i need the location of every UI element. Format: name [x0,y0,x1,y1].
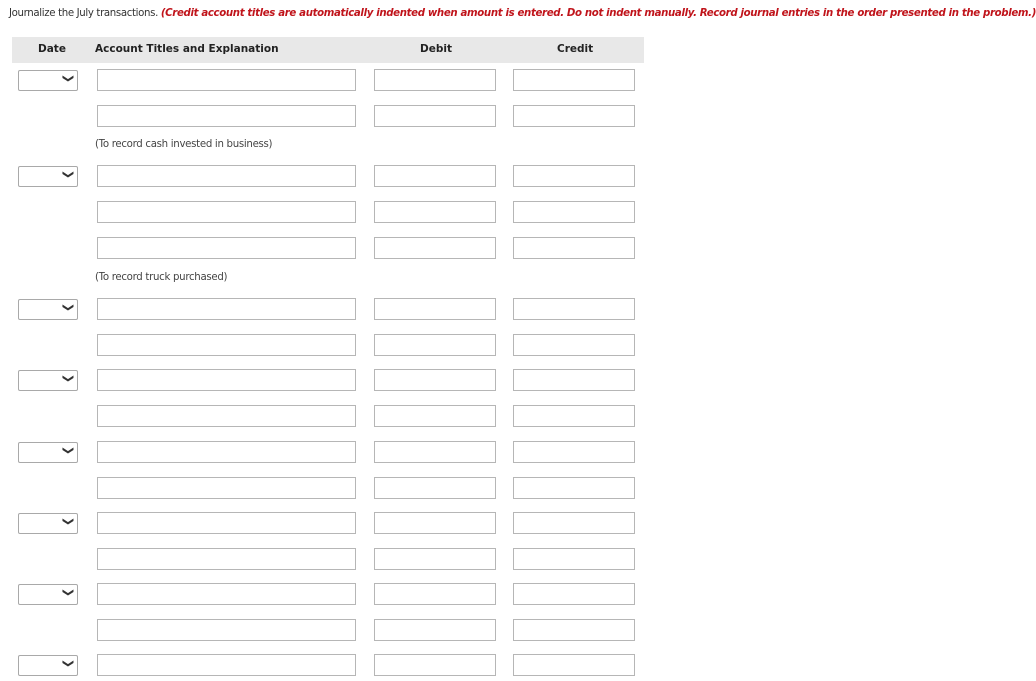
account-input[interactable] [97,298,356,320]
debit-input[interactable] [374,201,496,223]
debit-input[interactable] [374,298,496,320]
date-select[interactable] [18,70,78,91]
credit-input[interactable] [513,105,635,127]
entry-explanation: (To record cash invested in business) [95,139,273,150]
date-select[interactable] [18,442,78,463]
account-input[interactable] [97,477,356,499]
account-input[interactable] [97,548,356,570]
debit-input[interactable] [374,619,496,641]
instructions-prefix: Journalize the July transactions. [9,8,158,19]
account-input[interactable] [97,201,356,223]
instructions [9,8,1036,19]
credit-input[interactable] [513,405,635,427]
chevron-down-icon: ❯ [61,445,75,456]
header-debit: Debit [420,43,452,55]
account-input[interactable] [97,237,356,259]
instructions-note: (Credit account titles are automatically indented when amount is entered. Do not indent manually. Record journal entries in the order presented in the problem.) [160,8,1036,19]
chevron-down-icon: ❯ [61,516,75,527]
account-input[interactable] [97,441,356,463]
account-input[interactable] [97,512,356,534]
credit-input[interactable] [513,441,635,463]
date-select[interactable] [18,513,78,534]
header-account: Account Titles and Explanation [95,43,279,55]
chevron-down-icon: ❯ [61,73,75,84]
account-input[interactable] [97,654,356,676]
debit-input[interactable] [374,477,496,499]
debit-input[interactable] [374,369,496,391]
debit-input[interactable] [374,654,496,676]
credit-input[interactable] [513,583,635,605]
date-select[interactable] [18,166,78,187]
account-input[interactable] [97,405,356,427]
chevron-down-icon: ❯ [61,373,75,384]
debit-input[interactable] [374,405,496,427]
debit-input[interactable] [374,165,496,187]
chevron-down-icon: ❯ [61,169,75,180]
debit-input[interactable] [374,548,496,570]
credit-input[interactable] [513,165,635,187]
debit-input[interactable] [374,237,496,259]
credit-input[interactable] [513,237,635,259]
account-input[interactable] [97,369,356,391]
debit-input[interactable] [374,105,496,127]
credit-input[interactable] [513,619,635,641]
entry-explanation: (To record truck purchased) [95,272,228,283]
header-date: Date [38,43,66,55]
date-select[interactable] [18,370,78,391]
date-select[interactable] [18,655,78,676]
credit-input[interactable] [513,369,635,391]
credit-input[interactable] [513,69,635,91]
chevron-down-icon: ❯ [61,587,75,598]
debit-input[interactable] [374,69,496,91]
chevron-down-icon: ❯ [61,658,75,669]
account-input[interactable] [97,165,356,187]
account-input[interactable] [97,69,356,91]
debit-input[interactable] [374,512,496,534]
debit-input[interactable] [374,441,496,463]
credit-input[interactable] [513,512,635,534]
chevron-down-icon: ❯ [61,302,75,313]
date-select[interactable] [18,584,78,605]
account-input[interactable] [97,105,356,127]
account-input[interactable] [97,583,356,605]
credit-input[interactable] [513,548,635,570]
date-select[interactable] [18,299,78,320]
account-input[interactable] [97,619,356,641]
credit-input[interactable] [513,298,635,320]
header-credit: Credit [557,43,594,55]
credit-input[interactable] [513,334,635,356]
journal-header [12,37,644,63]
debit-input[interactable] [374,583,496,605]
credit-input[interactable] [513,654,635,676]
credit-input[interactable] [513,201,635,223]
account-input[interactable] [97,334,356,356]
debit-input[interactable] [374,334,496,356]
credit-input[interactable] [513,477,635,499]
